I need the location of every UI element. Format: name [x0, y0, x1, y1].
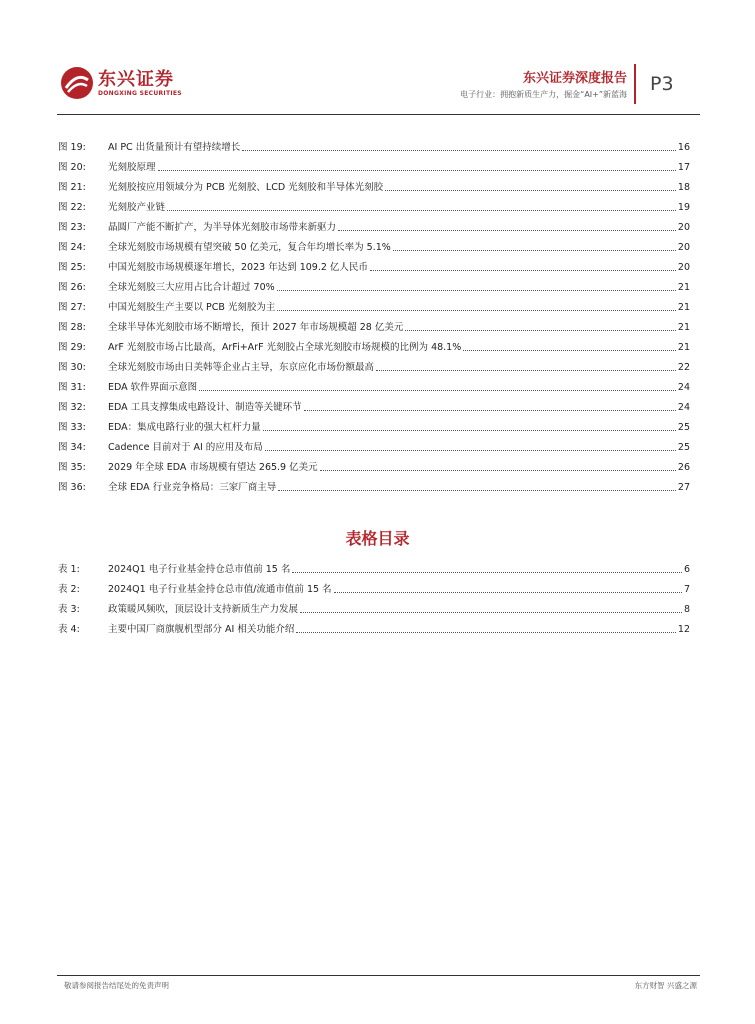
toc-title: 政策暖风频吹，顶层设计支持新质生产力发展	[108, 604, 299, 615]
toc-label: 图 19:	[58, 142, 86, 153]
header-rule	[57, 114, 700, 115]
toc-title: 2024Q1 电子行业基金持仓总市值/流通市值前 15 名	[108, 584, 332, 595]
toc-entry[interactable]	[58, 599, 690, 616]
toc-leader	[199, 390, 676, 391]
toc-leader	[167, 210, 676, 211]
toc-page: 12	[677, 624, 690, 635]
toc-leader	[292, 572, 682, 573]
toc-page: 6	[683, 564, 690, 575]
table-toc-heading: 表格目录	[345, 529, 410, 548]
toc-label: 图 34:	[58, 442, 86, 453]
toc-leader	[265, 450, 676, 451]
toc-entry[interactable]	[58, 157, 690, 174]
toc-leader	[158, 170, 676, 171]
toc-title: 全球 EDA 行业竞争格局：三家厂商主导	[108, 482, 277, 493]
disclaimer-note: 敬请参阅报告结尾处的免责声明	[64, 981, 169, 990]
toc-entry[interactable]	[58, 237, 690, 254]
toc-page: 19	[677, 202, 690, 213]
toc-leader	[405, 330, 676, 331]
toc-page: 21	[677, 322, 690, 333]
toc-title: 主要中国厂商旗舰机型部分 AI 相关功能介绍	[108, 624, 295, 635]
toc-label: 图 24:	[58, 242, 86, 253]
toc-page: 24	[677, 402, 690, 413]
footer-rule	[57, 975, 700, 976]
toc-entry[interactable]	[58, 277, 690, 294]
toc-entry[interactable]	[58, 397, 690, 414]
toc-label: 图 33:	[58, 422, 86, 433]
toc-title: 全球光刻胶市场规模有望突破 50 亿美元，复合年均增长率为 5.1%	[108, 242, 391, 253]
toc-leader	[296, 632, 676, 633]
toc-title: 全球半导体光刻胶市场不断增长，预计 2027 年市场规模超 28 亿美元	[108, 322, 404, 333]
toc-page: 20	[677, 262, 690, 273]
toc-title: EDA：集成电路行业的强大杠杆力量	[108, 422, 261, 433]
toc-leader	[370, 270, 676, 271]
toc-leader	[300, 612, 682, 613]
toc-title: 光刻胶原理	[108, 162, 156, 173]
toc-page: 20	[677, 242, 690, 253]
toc-page: 21	[677, 342, 690, 353]
toc-leader	[338, 230, 676, 231]
toc-label: 表 1:	[58, 564, 80, 575]
toc-page: 20	[677, 222, 690, 233]
toc-title: AI PC 出货量预计有望持续增长	[108, 142, 241, 153]
toc-entry[interactable]	[58, 197, 690, 214]
toc-label: 图 36:	[58, 482, 86, 493]
toc-leader	[277, 310, 675, 311]
toc-leader	[376, 370, 676, 371]
toc-label: 图 25:	[58, 262, 86, 273]
toc-label: 图 31:	[58, 382, 86, 393]
toc-title: EDA 工具支撑集成电路设计、制造等关键环节	[108, 402, 302, 413]
toc-entry[interactable]	[58, 257, 690, 274]
toc-page: 26	[677, 462, 690, 473]
toc-label: 图 26:	[58, 282, 86, 293]
toc-page: 22	[677, 362, 690, 373]
toc-entry[interactable]	[58, 217, 690, 234]
toc-label: 图 21:	[58, 182, 86, 193]
toc-page: 25	[677, 442, 690, 453]
toc-title: 2029 年全球 EDA 市场规模有望达 265.9 亿美元	[108, 462, 318, 473]
toc-leader	[263, 430, 676, 431]
company-slogan: 东方财智 兴盛之源	[634, 981, 697, 990]
toc-title: Cadence 目前对于 AI 的应用及布局	[108, 442, 263, 453]
page-number: P3	[650, 73, 674, 95]
toc-leader	[320, 470, 676, 471]
dongxing-logo-icon	[60, 66, 94, 100]
toc-leader	[242, 150, 676, 151]
logo-chinese-name: 东兴证券	[98, 69, 174, 90]
toc-entry[interactable]	[58, 457, 690, 474]
toc-page: 24	[677, 382, 690, 393]
toc-entry[interactable]	[58, 337, 690, 354]
toc-label: 图 27:	[58, 302, 86, 313]
toc-entry[interactable]	[58, 377, 690, 394]
toc-page: 21	[677, 282, 690, 293]
toc-page: 18	[677, 182, 690, 193]
toc-leader	[278, 490, 676, 491]
toc-entry[interactable]	[58, 619, 690, 636]
toc-entry[interactable]	[58, 437, 690, 454]
toc-label: 表 3:	[58, 604, 80, 615]
report-title: 东兴证券深度报告	[522, 71, 627, 86]
toc-page: 16	[677, 142, 690, 153]
toc-entry[interactable]	[58, 477, 690, 494]
toc-entry[interactable]	[58, 417, 690, 434]
toc-label: 表 4:	[58, 624, 80, 635]
toc-entry[interactable]	[58, 297, 690, 314]
toc-title: 全球光刻胶市场由日美韩等企业占主导，东京应化市场份额最高	[108, 362, 375, 373]
toc-leader	[463, 350, 676, 351]
toc-title: 光刻胶按应用领域分为 PCB 光刻胶、LCD 光刻胶和半导体光刻胶	[108, 182, 384, 193]
report-subtitle: 电子行业：拥抱新质生产力，掘金“AI+”新蓝海	[460, 90, 627, 99]
toc-label: 图 20:	[58, 162, 86, 173]
header-divider	[634, 64, 636, 104]
toc-entry[interactable]	[58, 357, 690, 374]
toc-label: 图 23:	[58, 222, 86, 233]
toc-title: EDA 软件界面示意图	[108, 382, 198, 393]
toc-entry[interactable]	[58, 177, 690, 194]
toc-label: 图 32:	[58, 402, 86, 413]
toc-title: 晶圆厂产能不断扩产，为半导体光刻胶市场带来新驱力	[108, 222, 337, 233]
toc-page: 27	[677, 482, 690, 493]
toc-label: 图 35:	[58, 462, 86, 473]
toc-entry[interactable]	[58, 317, 690, 334]
toc-leader	[393, 250, 676, 251]
toc-page: 8	[683, 604, 690, 615]
toc-title: 光刻胶产业链	[108, 202, 166, 213]
toc-title: ArF 光刻胶市场占比最高，ArFi+ArF 光刻胶占全球光刻胶市场规模的比例为 48.1%	[108, 342, 462, 353]
toc-title: 全球光刻胶三大应用占比合计超过 70%	[108, 282, 275, 293]
toc-title: 中国光刻胶生产主要以 PCB 光刻胶为主	[108, 302, 276, 313]
toc-page: 17	[677, 162, 690, 173]
toc-label: 图 30:	[58, 362, 86, 373]
toc-entry[interactable]	[58, 559, 690, 576]
toc-page: 7	[683, 584, 690, 595]
toc-page: 21	[677, 302, 690, 313]
toc-title: 中国光刻胶市场规模逐年增长，2023 年达到 109.2 亿人民币	[108, 262, 368, 273]
company-logo	[60, 64, 190, 104]
toc-entry[interactable]	[58, 137, 690, 154]
toc-leader	[277, 290, 676, 291]
toc-label: 图 22:	[58, 202, 86, 213]
toc-label: 图 29:	[58, 342, 86, 353]
toc-page: 25	[677, 422, 690, 433]
toc-title: 2024Q1 电子行业基金持仓总市值前 15 名	[108, 564, 291, 575]
logo-english-name: DONGXING SECURITIES	[98, 90, 182, 97]
toc-leader	[304, 410, 676, 411]
toc-leader	[385, 190, 676, 191]
toc-entry[interactable]	[58, 579, 690, 596]
toc-label: 表 2:	[58, 584, 80, 595]
toc-leader	[334, 592, 682, 593]
toc-label: 图 28:	[58, 322, 86, 333]
